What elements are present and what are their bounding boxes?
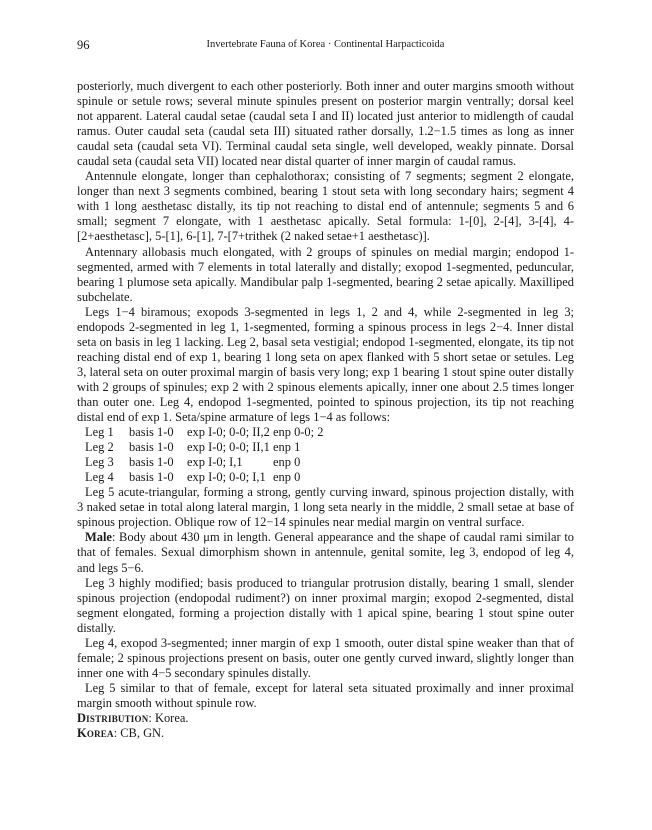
table-row	[77, 455, 574, 470]
leg-basis: basis 1-0	[129, 470, 174, 485]
korea-label: Korea	[77, 726, 114, 741]
male-description: : Body about 430 μm in length. General appearance and the shape of caudal rami similar to that of females. Sexual dimorphism shown in antennule, genital somite, leg 3, endopod of leg 4, and legs 5−6.	[77, 530, 574, 575]
leg-endopod: enp 1	[273, 440, 301, 455]
running-title: Invertebrate Fauna of Korea · Continental Harpacticoida	[206, 39, 445, 50]
main-text	[77, 79, 574, 741]
paragraph-caudal: posteriorly, much divergent to each other posteriorly. Both inner and outer margins smooth without spinule or setule rows; several minute spinules present on posterior margin ventrally; dorsal keel not apparent. Lateral caudal setae (caudal seta I and II) located just anterior to midlength of caudal ramus. Outer caudal seta (caudal seta III) situated rather dorsally, 1.2−1.5 times as long as inner caudal seta (caudal seta VI). Terminal caudal seta single, well developed, weakly pinnate. Dorsal caudal seta (caudal seta VII) located near distal quarter of inner margin of caudal ramus.	[77, 79, 574, 169]
leg-label: Leg 4	[85, 470, 114, 485]
leg-label: Leg 1	[85, 425, 114, 440]
paragraph-male-leg3: Leg 3 highly modified; basis produced to triangular protrusion distally, bearing 1 small, slender spinous projection (endopodal rudiment?) on inner proximal margin; exopod 2-segmented, distal segment elongated, forming a projection distally with 1 apical spine, bearing 1 stout spine outer distally.	[77, 575, 574, 635]
paragraph-antenna: Antennary allobasis much elongated, with 2 groups of spinules on medial margin; endopod 1-segmented, armed with 7 elements in total laterally and distally; exopod 1-segmented, peduncular, bearing 1 plumose seta apically. Mandibular palp 1-segmented, bearing 2 setae apically. Maxilliped subchelate.	[77, 244, 574, 304]
leg-exopod: exp I-0; 0-0; II,2	[187, 425, 270, 440]
page-header	[77, 38, 574, 54]
leg-exopod: exp I-0; 0-0; I,1	[187, 470, 266, 485]
legs-armature-table	[77, 425, 574, 485]
paragraph-leg5: Leg 5 acute-triangular, forming a strong, gently curving inward, spinous projection distally, with 3 naked setae in total along lateral margin, 1 long seta nearly in the middle, 2 small setae at base of spinous projection. Oblique row of 12−14 spinules near medial margin on ventral surface.	[77, 485, 574, 530]
table-row	[77, 425, 574, 440]
leg-basis: basis 1-0	[129, 455, 174, 470]
distribution-label: Distribution	[77, 710, 149, 725]
leg-basis: basis 1-0	[129, 440, 174, 455]
leg-exopod: exp I-0; 0-0; II,1	[187, 440, 270, 455]
paragraph-male-leg4: Leg 4, exopod 3-segmented; inner margin of exp 1 smooth, outer distal spine weaker than that of female; 2 spinous projections present on basis, outer one gently curved inward, slightly longer than inner one with 4−5 secondary spinules distally.	[77, 635, 574, 680]
male-heading: Male	[85, 530, 112, 545]
paragraph-legs: Legs 1−4 biramous; exopods 3-segmented in legs 1, 2 and 4, while 2-segmented in leg 3; endopods 2-segmented in leg 1, 1-segmented, forming a spinous process in legs 2−4. Inner distal seta on basis in leg 1 lacking. Leg 2, basal seta vestigial; endopod 1-segmented, elongate, its tip not reaching distal end of exp 1, bearing 1 long seta on apex flanked with 5 short setae or setules. Leg 3, lateral seta on outer proximal margin of basis very long; exp 1 bearing 1 stout spine outer distally with 2 groups of spinules; exp 2 with 2 spinous elements apically, inner one about 2.5 times longer than outer one. Leg 4, endopod 1-segmented, pointed to spinous projection, its tip not reaching distal end of exp 1. Seta/spine armature of legs 1−4 as follows:	[77, 304, 574, 425]
leg-label: Leg 2	[85, 440, 114, 455]
leg-endopod: enp 0-0; 2	[273, 425, 324, 440]
paragraph-antennule: Antennule elongate, longer than cephalothorax; consisting of 7 segments; segment 2 elongate, longer than next 3 segments combined, bearing 1 stout seta with long secondary hairs; segment 4 with 1 long aesthetasc distally, its tip not reaching to distal end of antennule; segments 5 and 6 small; segment 7 elongate, with 1 aesthetasc apically. Setal formula: 1-[0], 2-[4], 3-[4], 4-[2+aesthetasc], 5-[1], 6-[1], 7-[7+trithek (2 naked setae+1 aesthetasc)].	[77, 169, 574, 244]
leg-endopod: enp 0	[273, 470, 301, 485]
korea-value: : CB, GN.	[113, 726, 165, 741]
korea-line	[77, 726, 574, 741]
leg-endopod: enp 0	[273, 455, 301, 470]
distribution-line	[77, 711, 574, 726]
leg-label: Leg 3	[85, 455, 114, 470]
paragraph-male-leg5: Leg 5 similar to that of female, except for lateral seta situated proximally and inner proximal margin smooth without spinule row.	[77, 680, 574, 710]
page-number: 96	[77, 38, 90, 52]
paragraph-male	[77, 530, 574, 575]
leg-exopod: exp I-0; I,1	[187, 455, 243, 470]
table-row	[77, 470, 574, 485]
table-row	[77, 440, 574, 455]
distribution-value: : Korea.	[148, 710, 189, 725]
leg-basis: basis 1-0	[129, 425, 174, 440]
